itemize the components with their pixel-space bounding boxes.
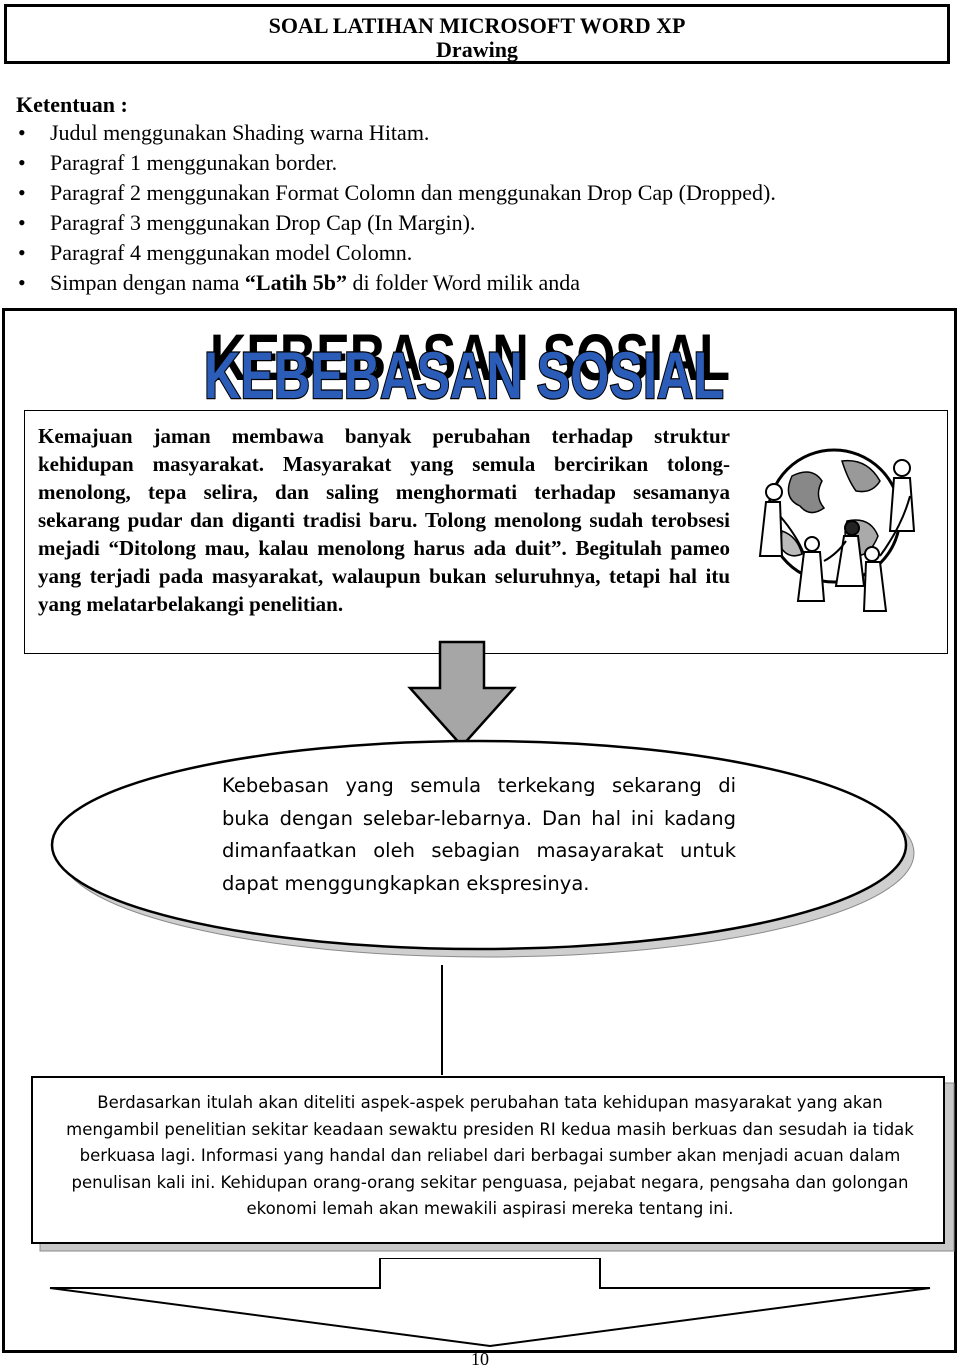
paragraph-3: Berdasarkan itulah akan diteliti aspek-aspek perubahan tata kehidupan masyarakat yang akan mengambil penelitian sekitar keadaan sewaktu presiden RI kedua masih berkuas dan sesudah ia tidak berkuasa lagi. Informasi yang handal dan reliabel dari berbagai sumber akan menjadi acuan dalam penulisan kali ini. Kehidupan orang-orang sekitar penguasa, pejabat negara, pengsaha dan golongan ekonomi lemah akan mewakili aspirasi mereka tentang ini.	[66, 1093, 914, 1218]
rule-item	[16, 238, 936, 268]
rule-item	[16, 208, 936, 238]
rule-text: di folder Word milik anda	[347, 270, 581, 295]
rule-text: Paragraf 3 menggunakan Drop Cap (In Margin).	[50, 210, 476, 235]
rule-text: Paragraf 2 menggunakan Format Colomn dan menggunakan Drop Cap (Dropped).	[50, 180, 776, 205]
rule-text: Judul menggunakan Shading warna Hitam.	[50, 120, 430, 145]
rules-heading: Ketentuan :	[16, 92, 128, 117]
rule-item	[16, 178, 936, 208]
paragraph-2: Kebebasan yang semula terkekang sekarang di buka dengan selebar-lebarnya. Dan hal ini kadang dimanfaatkan oleh sebagian masayarakat untuk dapat menggungkapkan ekspresinya.	[222, 774, 736, 895]
rule-text: Paragraf 1 menggunakan border.	[50, 150, 338, 175]
rules-list	[16, 118, 936, 298]
rule-text: Simpan dengan nama	[50, 270, 245, 295]
rule-text: Paragraf 4 menggunakan model Colomn.	[50, 240, 413, 265]
connector-line	[440, 965, 444, 1075]
header-box	[4, 4, 950, 64]
page-number: 10	[471, 1349, 489, 1369]
rule-item	[16, 118, 936, 148]
bottom-arrow-icon	[40, 1258, 940, 1348]
wordart-title	[198, 318, 738, 414]
wordart-text: KEBEBASAN SOSIAL	[204, 338, 724, 412]
rule-item	[16, 148, 936, 178]
down-arrow-icon	[402, 640, 522, 750]
paragraph-1: Kemajuan jaman membawa banyak perubahan terhadap struktur kehidupan masyarakat. Masyarakat yang semula bercirikan tolong-menolong, tepa selira, dan saling menghormati terhadap sesamanya sekarang pudar dan diganti tradisi baru. Tolong menolong sudah terobsesi mejadi “Ditolong mau, kalau menolong harus ada duit”. Begitulah pameo yang terjadi pada masyarakat, walaupun bukan seluruhnya, tetapi hal itu yang melatarbelakangi penelitian.	[38, 424, 730, 616]
globe-people-icon	[752, 436, 928, 626]
rule-filename: “Latih 5b”	[244, 270, 347, 295]
wordart-shadow: KEBEBASAN SOSIAL	[210, 320, 730, 394]
rule-item	[16, 268, 936, 298]
document-title: SOAL LATIHAN MICROSOFT WORD XP	[268, 13, 686, 38]
document-subtitle: Drawing	[436, 37, 518, 62]
